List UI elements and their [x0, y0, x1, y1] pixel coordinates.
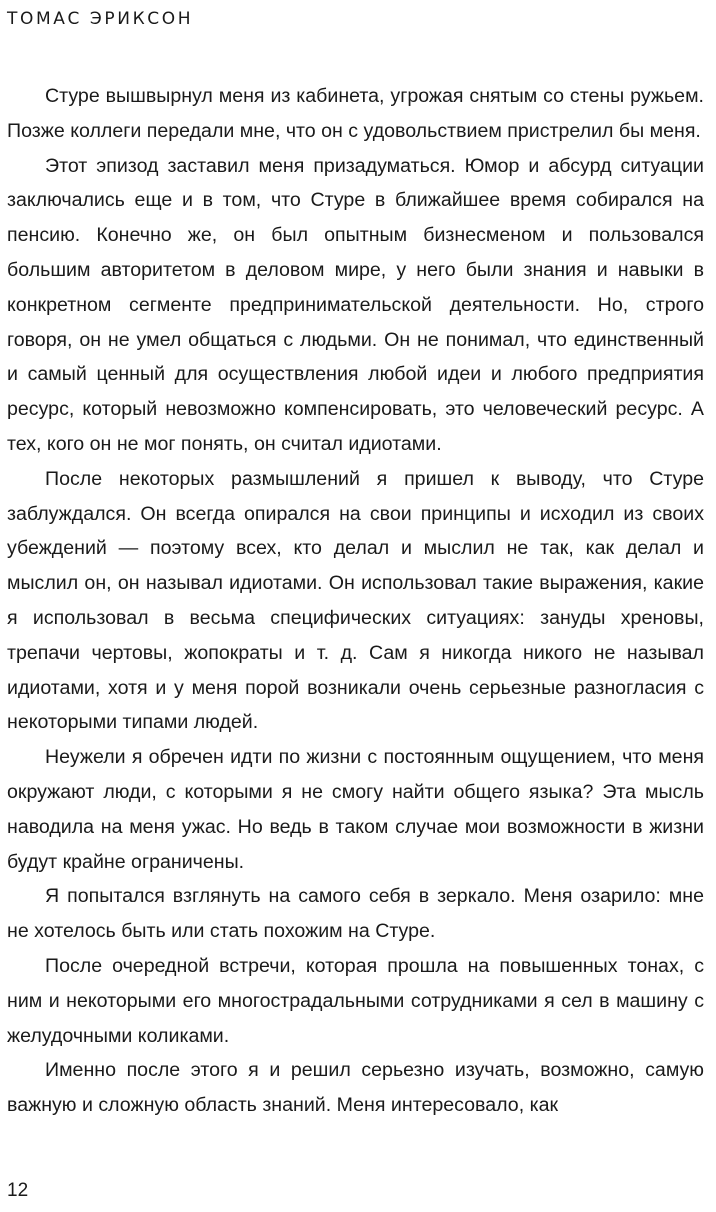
paragraph: Именно после этого я и решил серьезно изучать, возможно, самую важную и сложную область знаний. Меня интересовало, как: [7, 1059, 704, 1117]
paragraph: Я попытался взглянуть на самого себя в зеркало. Меня озарило: мне не хотелось быть или стать похожим на Стуре.: [7, 885, 704, 943]
paragraph: После некоторых размышлений я пришел к выводу, что Стуре заблуждался. Он всегда опирался на свои принципы и исходил из своих убеждений — поэтому всех, кто делал и мыслил не так, как делал и мыслил он, он называл идиотами. Он использовал такие выражения, какие я использовал в весьма специфических ситуациях: зануды хреновы, трепачи чертовы, жопократы и т. д. Сам я никогда никого не называл идиотами, хотя и у меня порой возникали очень серьезные разногласия с некоторыми типами людей.: [7, 467, 704, 734]
page-number: 12: [7, 1180, 29, 1201]
paragraph: Стуре вышвырнул меня из кабинета, угрожая снятым со стены ружьем. Позже коллеги передали мне, что он с удовольствием пристрелил бы меня.: [7, 85, 704, 142]
running-head: ТОМАС ЭРИКСОН: [7, 9, 194, 29]
paragraph: Неужели я обречен идти по жизни с постоянным ощущением, что меня окружают люди, с которыми я не смогу найти общего языка? Эта мысль наводила на меня ужас. Но ведь в таком случае мои возможности в жизни будут крайне ограничены.: [7, 746, 704, 873]
paragraph: После очередной встречи, которая прошла на повышенных тонах, с ним и некоторыми его многострадальными сотрудниками я сел в машину с желудочными коликами.: [7, 954, 704, 1047]
paragraph: Этот эпизод заставил меня призадуматься. Юмор и абсурд ситуации заключались еще и в том, что Стуре в ближайшее время собирался на пенсию. Конечно же, он был опытным бизнесменом и пользовался большим авторитетом в деловом мире, у него были знания и навыки в конкретном сегменте предпринимательской деятельности. Но, строго говоря, он не умел общаться с людьми. Он не понимал, что единственный и самый ценный для осуществления любой идеи и любого предприятия ресурс, который невозможно компенсировать, это человеческий ресурс. А тех, кого он не мог понять, он считал идиотами.: [7, 154, 704, 455]
page-body: [7, 79, 704, 1123]
